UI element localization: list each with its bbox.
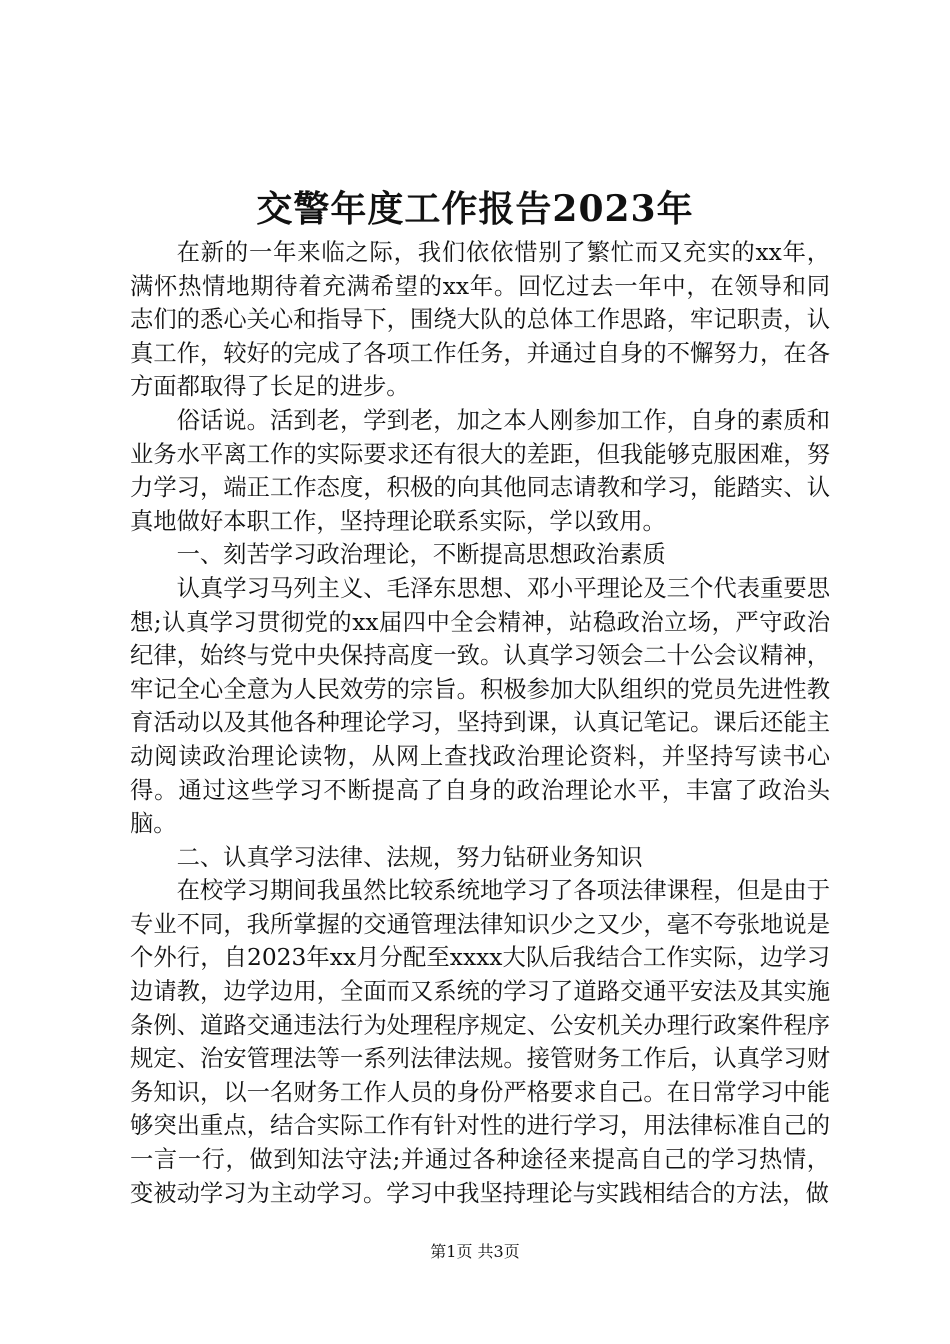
document-title: 交警年度工作报告2023年	[256, 188, 694, 230]
section-heading-law: 二、认真学习法律、法规，努力钻研业务知识	[176, 843, 643, 871]
paragraph-politics: 认真学习马列主义、毛泽东思想、邓小平理论及三个代表重要思想;认真学习贯彻党的xx届四中全会精神，站稳政治立场，严守政治纪律，始终与党中央保持高度一致。认真学习领会二十公会议精神，牢记全心全意为人民效劳的宗旨。积极参加大队组织的党员先进性教育活动以及其他各种理论学习，坚持到课，认真记笔记。课后还能主动阅读政治理论读物，从网上查找政治理论资料，并坚持写读书心得。通过这些学习不断提高了自身的政治理论水平，丰富了政治头脑。	[130, 574, 830, 838]
page-footer: 第1页 共3页	[430, 1242, 520, 1261]
paragraph-intro: 在新的一年来临之际，我们依依惜别了繁忙而又充实的xx年，满怀热情地期待着充满希望的xx年。回忆过去一年中，在领导和同志们的悉心关心和指导下，围绕大队的总体工作思路，牢记职责，认真工作，较好的完成了各项工作任务，并通过自身的不懈努力，在各方面都取得了长足的进步。	[130, 239, 830, 401]
paragraph-law: 在校学习期间我虽然比较系统地学习了各项法律课程，但是由于专业不同，我所掌握的交通管理法律知识少之又少，毫不夸张地说是个外行，自2023年xx月分配至xxxx大队后我结合工作实际，边学习边请教，边学边用，全面而又系统的学习了道路交通平安法及其实施条例、道路交通违法行为处理程序规定、公安机关办理行政案件程序规定、治安管理法等一系列法律法规。接管财务工作后，认真学习财务知识，以一名财务工作人员的身份严格要求自己。在日常学习中能够突出重点，结合实际工作有针对性的进行学习，用法律标准自己的一言一行，做到知法守法;并通过各种途径来提高自己的学习热情，变被动学习为主动学习。学习中我坚持理论与实践相结合的方法，做	[130, 877, 830, 1207]
document-body	[130, 236, 830, 1210]
section-heading-politics: 一、刻苦学习政治理论，不断提高思想政治素质	[176, 541, 666, 569]
paragraph-proverb: 俗话说。活到老，学到老，加之本人刚参加工作，自身的素质和业务水平离工作的实际要求还有很大的差距，但我能够克服困难，努力学习，端正工作态度，积极的向其他同志请教和学习，能踏实、认真地做好本职工作，坚持理论联系实际，学以致用。	[130, 406, 830, 535]
